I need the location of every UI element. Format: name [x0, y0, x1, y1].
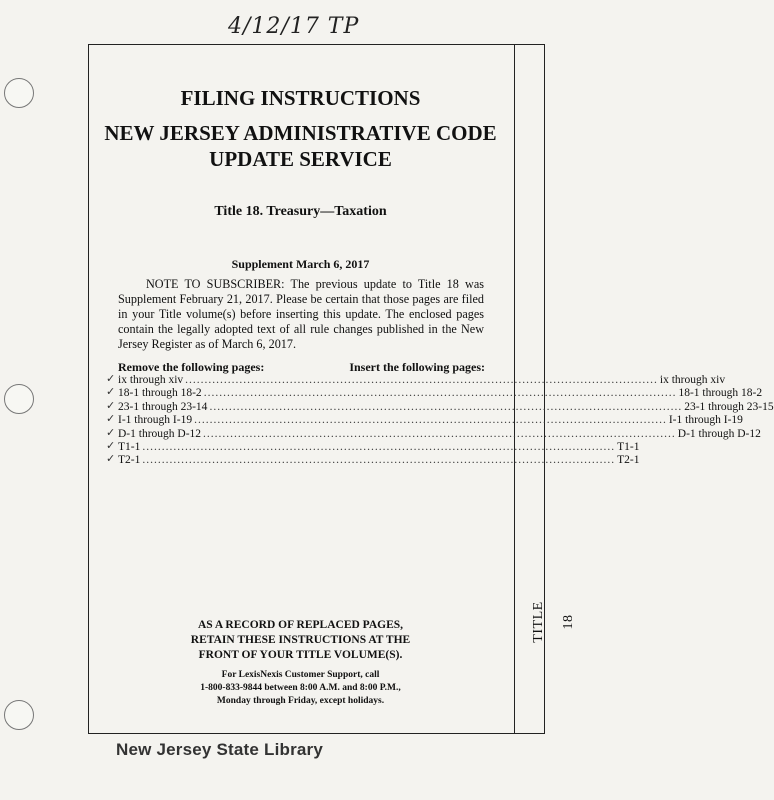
insert-pages: ix through xiv — [659, 374, 726, 386]
library-stamp: New Jersey State Library — [116, 740, 324, 759]
punch-hole-middle — [4, 384, 34, 414]
punch-hole-top — [4, 78, 34, 108]
list-item — [106, 453, 640, 467]
support-line-1: For LexisNexis Customer Support, call — [221, 670, 380, 680]
list-item — [106, 426, 761, 441]
leader-dots: .......................................................................................................................... — [185, 374, 658, 386]
insert-pages: 18-1 through 18-2 — [678, 387, 763, 400]
insert-pages: T2-1 — [617, 454, 640, 467]
support-line-3: Monday through Friday, except holidays. — [216, 696, 385, 706]
tab-label: TITLE 18 — [531, 601, 576, 643]
record-line-1: AS A RECORD OF REPLACED PAGES, — [197, 619, 404, 631]
checkmark-icon: ✓ — [106, 440, 116, 453]
customer-support-info — [88, 669, 513, 708]
subscriber-note: NOTE TO SUBSCRIBER: The previous update to Title 18 was Supplement February 21, 2017. Please be certain that those pages are filed in your Title volume(s) before inserting this update. The enclosed pages contain the legally adopted text of all rule changes published in the New Jersey Register as of March 6, 2017. — [118, 277, 484, 351]
list-item — [106, 386, 763, 400]
supplement-date: Supplement March 6, 2017 — [231, 257, 370, 271]
insert-pages: 23-1 through 23-15 — [684, 400, 774, 413]
record-line-2: RETAIN THESE INSTRUCTIONS AT THE — [190, 634, 411, 646]
handwritten-date-annotation: 4/12/17 TP — [228, 14, 360, 39]
page-list — [106, 373, 774, 468]
remove-pages: T2-1 — [118, 454, 141, 467]
leader-dots: .......................................................................................................................... — [142, 454, 616, 467]
checkmark-icon: ✓ — [106, 386, 116, 399]
checkmark-icon: ✓ — [106, 453, 116, 466]
code-title-line2: UPDATE SERVICE — [209, 147, 392, 171]
remove-pages: ix through xiv — [118, 374, 184, 386]
insert-pages: I-1 through I-19 — [668, 414, 743, 427]
insert-pages: D-1 through D-12 — [677, 427, 761, 440]
leader-dots: .......................................................................................................................... — [209, 400, 683, 413]
list-item — [106, 440, 640, 454]
checkmark-icon: ✓ — [106, 426, 116, 439]
remove-pages: 18-1 through 18-2 — [118, 387, 202, 400]
leader-dots: .......................................................................................................................... — [194, 414, 667, 427]
remove-pages: T1-1 — [118, 441, 141, 454]
list-item — [106, 413, 743, 427]
punch-hole-bottom — [4, 700, 34, 730]
leader-dots: .......................................................................................................................... — [142, 441, 616, 454]
checkmark-icon: ✓ — [106, 413, 116, 426]
filing-instructions-heading: FILING INSTRUCTIONS — [180, 86, 421, 110]
code-title-line1: NEW JERSEY ADMINISTRATIVE CODE — [104, 121, 497, 145]
remove-pages: I-1 through I-19 — [118, 414, 193, 427]
insert-header: Insert the following pages: — [349, 360, 485, 374]
title-name: Title 18. Treasury—Taxation — [214, 204, 387, 219]
list-item — [106, 373, 726, 387]
checkmark-icon: ✓ — [106, 373, 116, 385]
checkmark-icon: ✓ — [106, 399, 116, 412]
record-instructions — [88, 618, 513, 663]
code-title — [88, 120, 513, 172]
remove-pages: D-1 through D-12 — [118, 427, 202, 440]
remove-header: Remove the following pages: — [118, 360, 265, 374]
list-item — [106, 399, 774, 414]
leader-dots: .......................................................................................................................... — [203, 387, 677, 400]
remove-pages: 23-1 through 23-14 — [118, 400, 208, 413]
support-line-2: 1-800-833-9844 between 8:00 A.M. and 8:00 P.M., — [200, 683, 401, 693]
insert-pages: T1-1 — [617, 441, 640, 454]
record-line-3: FRONT OF YOUR TITLE VOLUME(S). — [198, 649, 403, 661]
leader-dots: .......................................................................................................................... — [203, 427, 676, 440]
